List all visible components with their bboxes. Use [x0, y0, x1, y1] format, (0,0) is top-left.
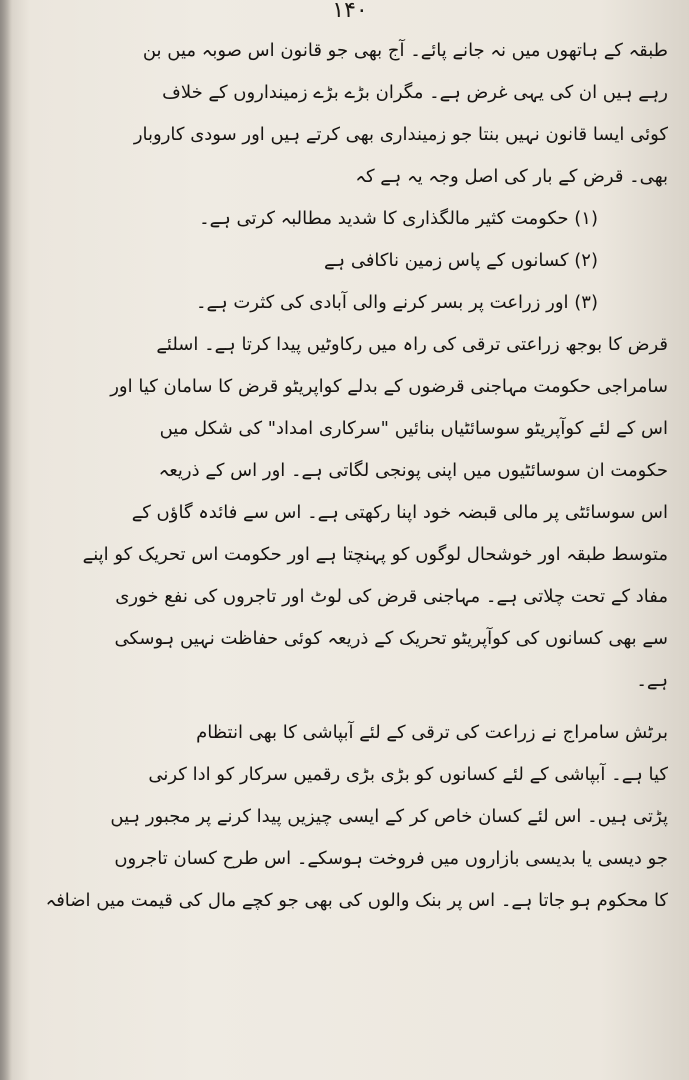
text-line: طبقہ کے ہاتھوں میں نہ جانے پائے۔ آج بھی جو قانون اس صوبہ میں بن [142, 40, 668, 61]
text-line: کیا ہے۔ آبپاشی کے لئے کسانوں کو بڑی بڑی رقمیں سرکار کو ادا کرنی [148, 764, 668, 785]
text-line: سے بھی کسانوں کی کوآپریٹو تحریک کے ذریعہ کوئی حفاظت نہیں ہوسکی [114, 628, 668, 649]
text-line: اس کے لئے کوآپریٹو سوسائٹیاں بنائیں "سرکاری امداد" کی شکل میں [159, 418, 668, 439]
page-binding-shadow [0, 0, 12, 1080]
text-line: مفاد کے تحت چلاتی ہے۔ مہاجنی قرض کی لوٹ اور تاجروں کی نفع خوری [115, 586, 668, 607]
text-line: ہے۔ [636, 670, 668, 691]
list-item: (۳) اور زراعت پر بسر کرنے والی آبادی کی کثرت ہے۔ [196, 292, 598, 313]
text-line: کوئی ایسا قانون نہیں بنتا جو زمینداری بھی کرتے ہیں اور سودی کاروبار [133, 124, 668, 145]
text-line: برٹش سامراج نے زراعت کی ترقی کے لئے آبپاشی کا بھی انتظام [196, 722, 668, 743]
text-line: بھی۔ قرض کے بار کی اصل وجہ یہ ہے کہ [355, 166, 668, 187]
text-line: جو دیسی یا بدیسی بازاروں میں فروخت ہوسکے۔ اس طرح کسان تاجروں [114, 848, 668, 869]
text-line: سامراجی حکومت مہاجنی قرضوں کے بدلے کواپریٹو قرض کا سامان کیا اور [110, 376, 668, 397]
list-item: (۲) کسانوں کے پاس زمین ناکافی ہے [324, 250, 598, 271]
text-line: اس سوسائٹی پر مالی قبضہ خود اپنا رکھتی ہے۔ اس سے فائدہ گاؤں کے [131, 502, 668, 523]
page-body-text [28, 30, 668, 922]
text-line: کا محکوم ہو جاتا ہے۔ اس پر بنک والوں کی بھی جو کچے مال کی قیمت میں اضافہ [45, 890, 668, 911]
text-line: پڑتی ہیں۔ اس لئے کسان خاص کر کے ایسی چیزیں پیدا کرنے پر مجبور ہیں [110, 806, 668, 827]
page-number: ۱۴۰ [332, 0, 368, 23]
text-line: حکومت ان سوسائٹیوں میں اپنی پونجی لگاتی ہے۔ اور اس کے ذریعہ [158, 460, 668, 481]
text-line: قرض کا بوجھ زراعتی ترقی کی راہ میں رکاوٹیں پیدا کرتا ہے۔ اسلئے [156, 334, 668, 355]
list-item: (۱) حکومت کثیر مالگذاری کا شدید مطالبہ کرتی ہے۔ [199, 208, 598, 229]
text-line: رہے ہیں ان کی یہی غرض ہے۔ مگران بڑے بڑے زمینداروں کے خلاف [162, 82, 668, 103]
text-line: متوسط طبقہ اور خوشحال لوگوں کو پہنچتا ہے اور حکومت اس تحریک کو اپنے [82, 544, 668, 565]
